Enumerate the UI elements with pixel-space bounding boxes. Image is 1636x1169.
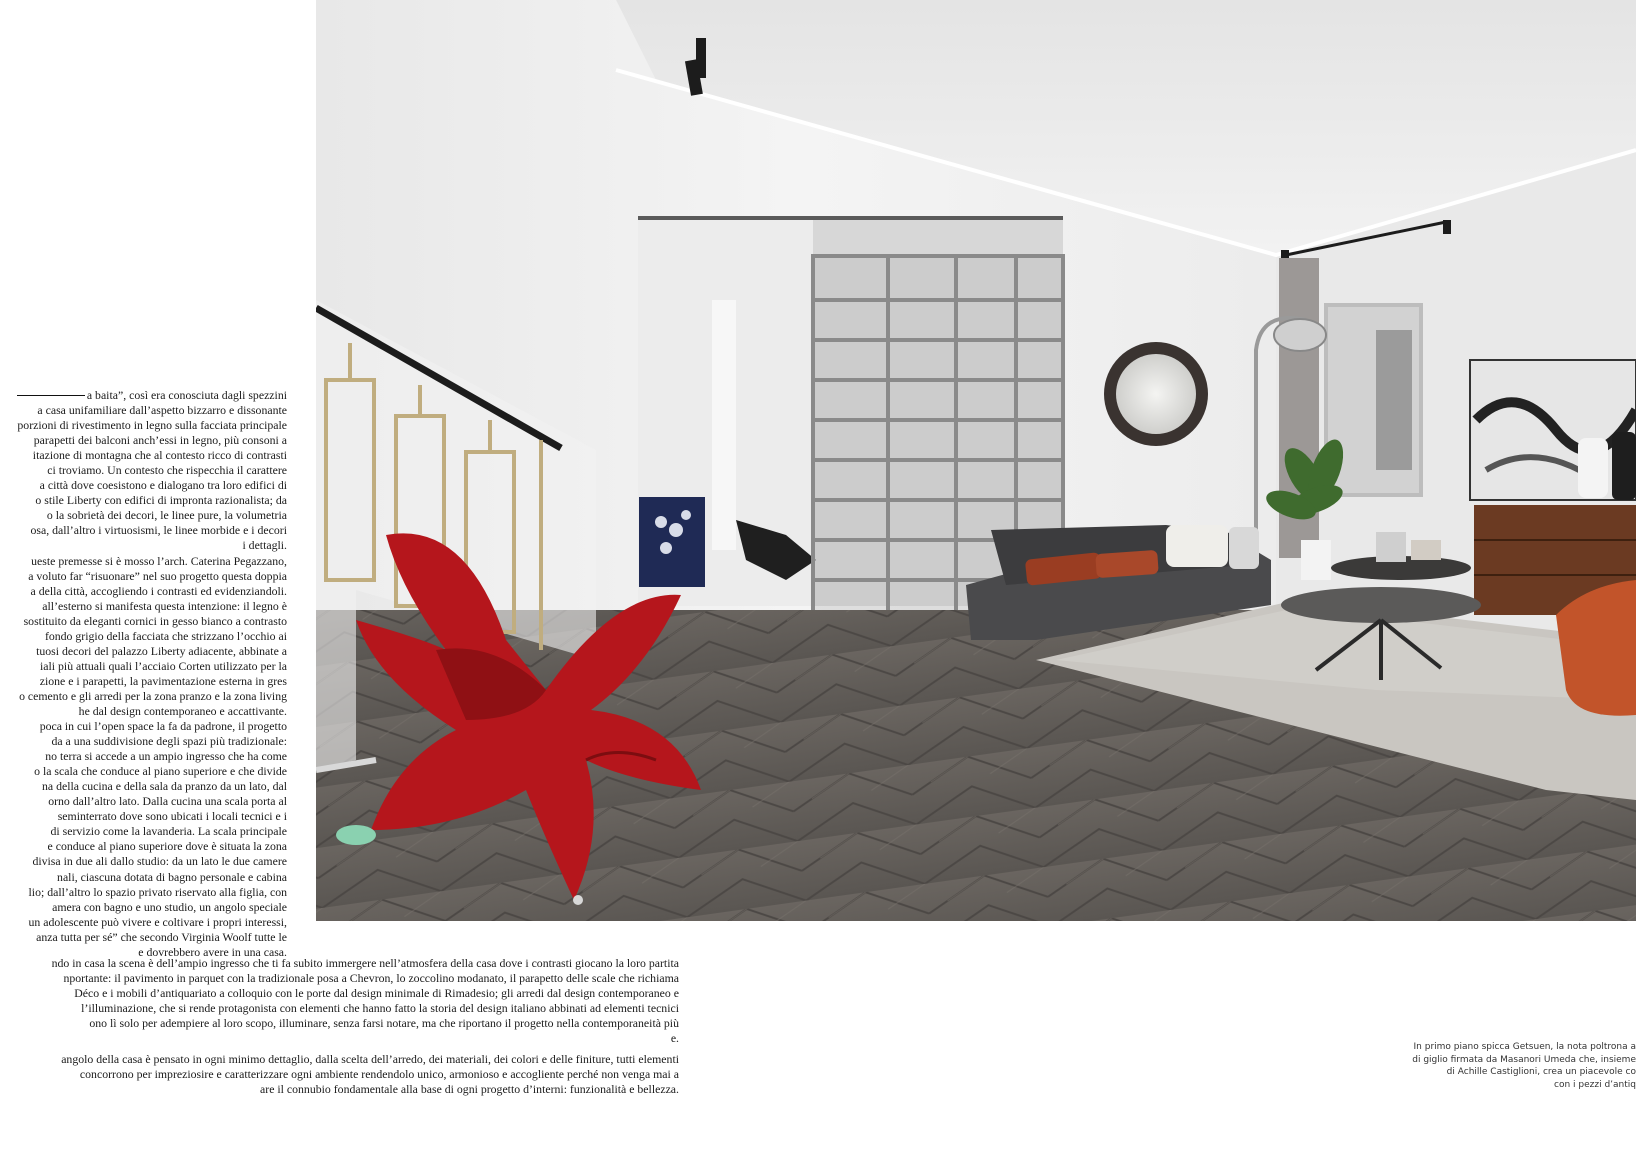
text-line: Déco e i mobili d’antiquariato a colloquio con le porte dal design minimale di Rimadesio; gli arredi dal design contemporaneo e [74, 986, 679, 1001]
text-line: a voluto far “risuonare” nel suo progetto questa doppia [28, 568, 287, 583]
text-line: sostituito da eleganti cornici in gesso bianco a contrasto [23, 613, 287, 628]
text-line: are il connubio fondamentale alla base di ogni progetto d’interni: funzionalità e bellezza. [260, 1082, 679, 1097]
text-line: angolo della casa è pensato in ogni minimo dettaglio, dalla scelta dell’arredo, dei materiali, dei colori e delle finiture, tutti elementi [61, 1052, 679, 1067]
article-column [0, 388, 287, 960]
text-line: e dovrebbero avere in una casa. [138, 944, 287, 959]
coffee-table [1281, 587, 1481, 623]
text-line: o cemento e gli arredi per la zona pranzo e la zona living [19, 688, 287, 703]
text-line: ci troviamo. Un contesto che rispecchia il carattere [47, 463, 287, 478]
text-line: a città dove coesistono e dialogano tra loro edifici di [39, 478, 287, 493]
text-line: ndo in casa la scena è dell’ampio ingresso che ti fa subito immergere nell’atmosfera della casa dove i contrasti giocano la loro partita [51, 956, 679, 970]
text-line: iali più attuali quali l’acciaio Corten utilizzato per la [40, 658, 287, 673]
caption-line: con i pezzi d’antiq [1554, 1079, 1636, 1090]
text-line: e. [670, 1031, 679, 1046]
text-line: o la sobrietà dei decori, le linee pure, la volumetria [46, 508, 287, 523]
text-line: ueste premesse si è mosso l’arch. Caterina Pegazzano, [31, 553, 287, 568]
text-line: di servizio come la lavanderia. La scala principale [50, 824, 287, 839]
text-line: a baita”, così era conosciuta dagli spezzini [86, 388, 287, 402]
caption-line: In primo piano spicca Getsuen, la nota poltrona a [1413, 1042, 1636, 1052]
text-line: a della città, accogliendo i contrasti ed evidenziandoli. [30, 583, 287, 598]
text-line: all’esterno si manifesta questa intenzione: il legno è [42, 598, 287, 613]
text-line: concorrono per impreziosire e caratterizzare ogni ambiente rendendolo unico, armonioso e accogliente perché non venga mai a [79, 1067, 679, 1082]
photo-caption [1340, 1041, 1636, 1091]
text-line: seminterrato dove sono ubicati i locali tecnici e i [57, 809, 287, 824]
text-line: itazione di montagna che al contesto ricco di contrasti [32, 448, 287, 463]
text-line: l’illuminazione, che si rende protagonista con elementi che hanno fatto la storia del design italiano abbinati ad elementi tecnici [81, 1001, 679, 1016]
back-painting [639, 497, 705, 587]
text-line: fondo grigio della facciata che strizzano l’occhio ai [44, 628, 287, 643]
text-line: he dal design contemporaneo e accattivante. [78, 703, 287, 718]
caption-line: di Achille Castiglioni, crea un piacevole co [1446, 1067, 1636, 1077]
text-line [0, 388, 287, 403]
text-line: orno dall’altro lato. Dalla cucina una scala porta al [48, 794, 287, 809]
text-line: na della cucina e della sala da pranzo da un lato, dal [42, 779, 287, 794]
caption-line: di giglio firmata da Masanori Umeda che, insieme [1412, 1054, 1636, 1065]
text-line: un adolescente può vivere e coltivare i propri interessi, [28, 914, 287, 929]
text-line: osa, dall’altro i virtuosismi, le linee morbide e i decori [30, 523, 287, 538]
text-line: parapetti dei balconi anch’essi in legno, più consoni a [33, 433, 287, 448]
article-wide-text [0, 956, 679, 1097]
text-line: da a una suddivisione degli spazi più tradizionale: [51, 734, 287, 749]
text-line: porzioni di rivestimento in legno sulla facciata principale [17, 418, 287, 433]
text-line: nali, ciascuna dotata di bagno personale e cabina [57, 869, 287, 884]
text-line: divisa in due ali dallo studio: da un lato le due camere [32, 854, 287, 869]
text-line: nportante: il pavimento in parquet con la tradizionale posa a Chevron, lo zoccolino modanato, il parapetto delle scale che richiama [63, 971, 679, 986]
text-line: zione e i parapetti, la pavimentazione esterna in gres [39, 673, 287, 688]
text-line: tuosi decori del palazzo Liberty adiacente, abbinate a [36, 643, 287, 658]
text-line: a casa unifamiliare dall’aspetto bizzarro e dissonante [37, 403, 287, 418]
interior-photo [316, 0, 1636, 921]
text-line: ono lì solo per adempiere al loro scopo, illuminare, senza farsi notare, ma che riportano il progetto nella contemporaneità più [89, 1016, 679, 1031]
text-line: lio; dall’altro lo spazio privato riservato alla figlia, con [28, 884, 287, 899]
text-line: poca in cui l’open space la fa da padrone, il progetto [39, 719, 287, 734]
text-line: amera con bagno e uno studio, un angolo speciale [52, 899, 287, 914]
text-line: o stile Liberty con edifici di impronta razionalista; da [35, 493, 287, 508]
text-line: anza tutta per sé” che secondo Virginia Woolf tutte le [36, 929, 287, 944]
text-line: e conduce al piano superiore dove è situata la zona [47, 839, 287, 854]
text-line: no terra si accede a un ampio ingresso che ha come [45, 749, 287, 764]
text-line: o la scala che conduce al piano superiore e che divide [34, 764, 287, 779]
text-line: i dettagli. [242, 538, 287, 553]
opening-rule [17, 395, 85, 396]
